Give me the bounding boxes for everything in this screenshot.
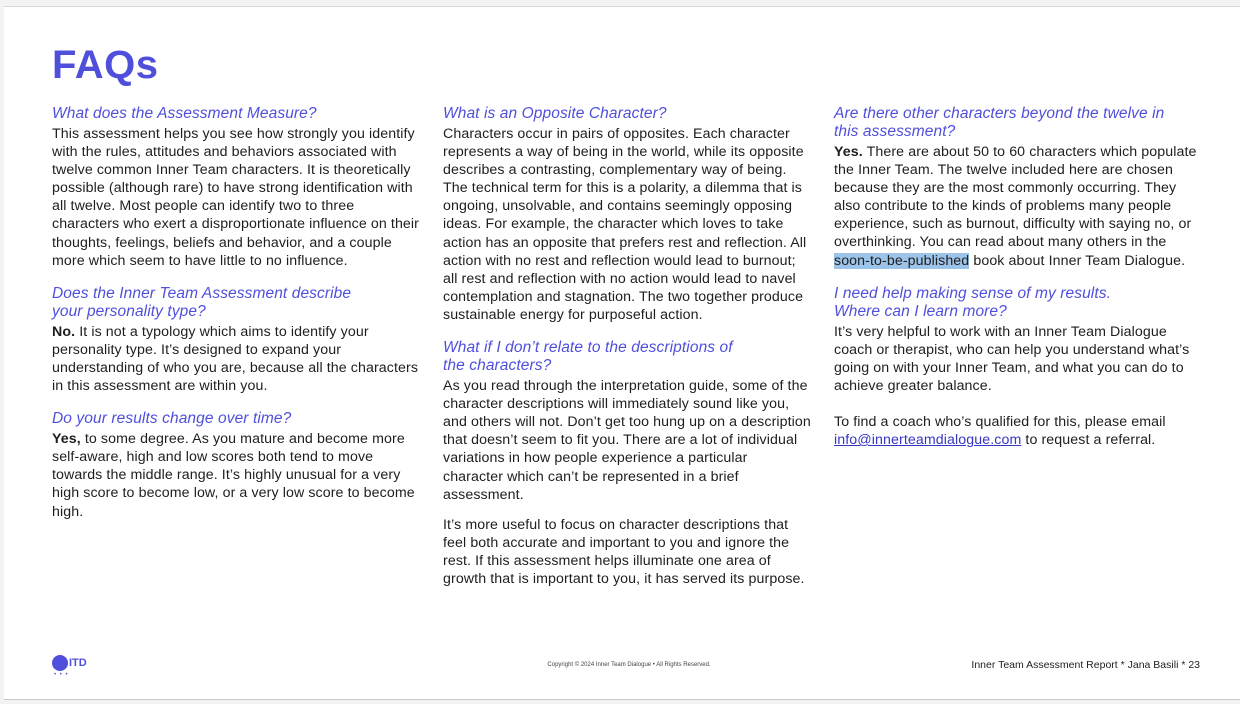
faq-question-line: I need help making sense of my results.	[834, 284, 1112, 302]
answer-lead: Yes.	[834, 144, 863, 160]
answer-text: to some degree. As you mature and become more self-aware, high and low scores both tend to move towards the middle range. It’s highly unusual for a very high score to become low, or a very low score to become high.	[52, 431, 415, 520]
faq-question-line: Are there other characters beyond the twelve in	[834, 105, 1165, 122]
email-link[interactable]: info@innerteamdialogue.com	[834, 432, 1022, 449]
itd-logo	[52, 655, 100, 678]
document-page	[4, 6, 1240, 700]
answer-text: to request a referral.	[1021, 432, 1156, 449]
logo-dots-icon: • • •	[54, 672, 69, 678]
faq-answer	[52, 323, 420, 395]
faq-question: Do your results change over time?	[52, 410, 292, 428]
copyright-notice: Copyright © 2024 Inner Team Dialogue • All Rights Reserved.	[547, 662, 711, 668]
answer-lead: Yes,	[52, 431, 81, 448]
faq-question-line: Where can I learn more?	[834, 302, 1007, 320]
answer-text: There are about 50 to 60 characters which populate the Inner Team. The twelve included here are chosen because they are the most commonly occurring. They also contribute to the kinds of problems many people experience, such as burnout, difficulty with saying no, or overthinking. You can read about many others in the	[834, 144, 1197, 251]
report-footer: Inner Team Assessment Report * Jana Basili * 23	[971, 659, 1200, 671]
faq-answer: It’s very helpful to work with an Inner Team Dialogue coach or therapist, who can help you understand what’s going on with your Inner Team, and what you can do to achieve greater balance.	[834, 323, 1190, 394]
faq-column-1	[52, 105, 420, 521]
faq-answer	[834, 413, 1202, 449]
faq-answer: As you read through the interpretation guide, some of the character descriptions will immediately sound like you, and others will not. Don’t get too hung up on a description that doesn’t seem to fit you. There are a lot of individual variations in how people experience a particular character which can’t be represented in a brief assessment.	[443, 378, 811, 503]
answer-lead: No.	[52, 323, 76, 340]
faq-question-line: What if I don’t relate to the descriptions of	[443, 339, 733, 357]
faq-answer	[834, 143, 1202, 270]
selected-text-highlight[interactable]: soon-to-be-published	[834, 252, 970, 269]
faq-column-3	[834, 105, 1202, 449]
faq-answer	[52, 430, 420, 520]
faq-answer: This assessment helps you see how strongly you identify with the rules, attitudes and behaviors associated with twelve common Inner Team characters. It is theoretically possible (although rare) to have strong identification with all twelve. Most people can identify two to three characters who exert a disproportionate influence on their thoughts, feelings, beliefs and behavior, and a couple more which seem to have little to no influence.	[52, 126, 419, 269]
faq-question	[834, 105, 1202, 141]
answer-text: book about Inner Team Dialogue.	[969, 252, 1186, 269]
page-title: FAQs	[52, 43, 159, 87]
faq-question	[834, 285, 1202, 321]
faq-question-line: this assessment?	[834, 123, 956, 140]
faq-question: What does the Assessment Measure?	[52, 105, 317, 122]
faq-question-line: your personality type?	[52, 302, 206, 320]
faq-answer: It’s more useful to focus on character descriptions that feel both accurate and important to you and ignore the rest. If this assessment helps illuminate one area of growth that is important to you, it has served its purpose.	[443, 516, 805, 587]
logo-circle-icon	[52, 655, 68, 671]
faq-question	[52, 285, 420, 321]
answer-text: It is not a typology which aims to identify your personality type. It’s designed to expand your understanding of who you are, because all the characters in this assessment are within you.	[52, 323, 419, 395]
answer-text: To find a coach who’s qualified for this, please email	[834, 414, 1166, 431]
faq-question	[443, 339, 811, 375]
faq-question-line: the characters?	[443, 357, 552, 375]
logo-text: ITD	[69, 657, 87, 669]
faq-question-line: Does the Inner Team Assessment describe	[52, 284, 352, 302]
faq-question: What is an Opposite Character?	[443, 105, 667, 122]
faq-column-2	[443, 105, 811, 588]
faq-answer: Characters occur in pairs of opposites. Each character represents a way of being in the world, while its opposite describes a contrasting, complementary way of being. The technical term for this is a polarity, a dilemma that is ongoing, unsolvable, and contains seemingly opposing ideas. For example, the character which loves to take action has an opposite that prefers rest and reflection. All action with no rest and reflection would lead to burnout; all rest and reflection with no action would lead to navel contemplation and stagnation. The two together produce sustainable energy for purposeful action.	[443, 126, 807, 323]
